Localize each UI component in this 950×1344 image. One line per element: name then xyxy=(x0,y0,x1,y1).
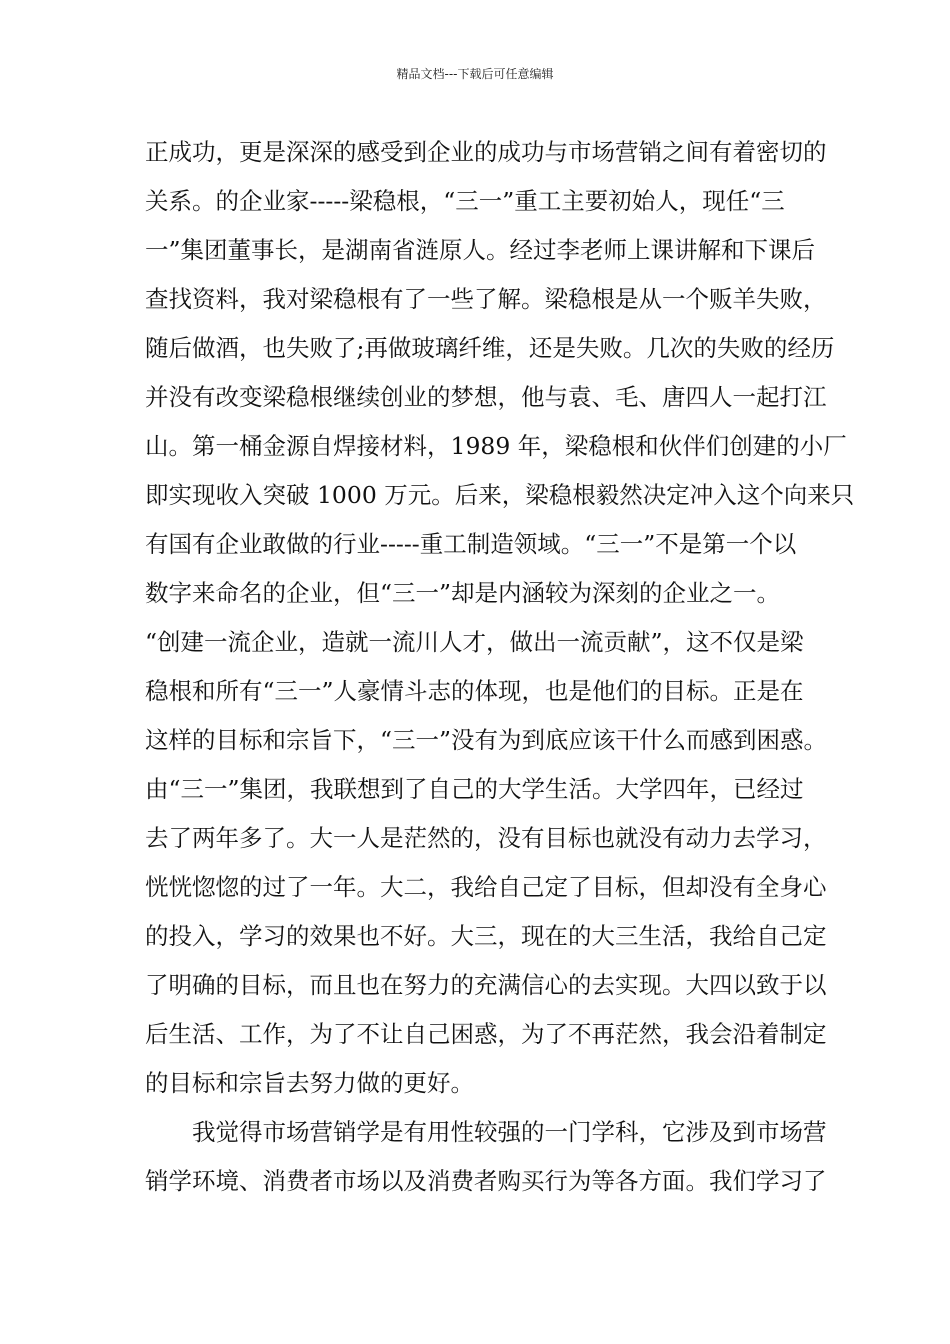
text-line: 去了两年多了。大一人是茫然的，没有目标也就没有动力去学习， xyxy=(145,824,827,852)
text-line: “创建一流企业，造就一流川人才，做出一流贡献”，这不仅是梁 xyxy=(145,628,804,656)
text-line: 销学环境、消费者市场以及消费者购买行为等各方面。我们学习了 xyxy=(145,1167,827,1195)
text-line: 的目标和宗旨去努力做的更好。 xyxy=(145,1069,474,1097)
paragraph-start-line: 我觉得市场营销学是有用性较强的一门学科，它涉及到市场营 xyxy=(192,1118,827,1146)
text-line: 正成功，更是深深的感受到企业的成功与市场营销之间有着密切的 xyxy=(145,138,827,166)
text-line: 稳根和所有“三一”人豪情斗志的体现，也是他们的目标。正是在 xyxy=(145,677,804,705)
text-line: 随后做酒，也失败了;再做玻璃纤维，还是失败。几次的失败的经历 xyxy=(145,334,835,362)
text-line: 查找资料，我对梁稳根有了一些了解。梁稳根是从一个贩羊失败， xyxy=(145,285,827,313)
text-line: 一”集团董事长，是湖南省涟原人。经过李老师上课讲解和下课后 xyxy=(145,236,816,264)
text-line: 并没有改变梁稳根继续创业的梦想，他与袁、毛、唐四人一起打江 xyxy=(145,383,827,411)
page-header: 精品文档---下载后可任意编辑 xyxy=(396,67,554,81)
text-line: 恍恍惚惚的过了一年。大二，我给自己定了目标，但却没有全身心 xyxy=(145,873,827,901)
text-line: 后生活、工作，为了不让自己困惑，为了不再茫然，我会沿着制定 xyxy=(145,1020,827,1048)
text-line: 关系。的企业家-----梁稳根，“三一”重工主要初始人，现任“三 xyxy=(145,187,785,215)
document-body xyxy=(145,128,855,1206)
text-line: 山。第一桶金源自焊接材料，1989 年，梁稳根和伙伴们创建的小厂 xyxy=(145,432,847,460)
text-line: 有国有企业敢做的行业-----重工制造领域。“三一”不是第一个以 xyxy=(145,530,797,558)
text-line: 了明确的目标，而且也在努力的充满信心的去实现。大四以致于以 xyxy=(145,971,827,999)
text-line: 由“三一”集团，我联想到了自己的大学生活。大学四年，已经过 xyxy=(145,775,804,803)
text-line: 这样的目标和宗旨下，“三一”没有为到底应该干什么而感到困惑。 xyxy=(145,726,828,754)
text-line: 数字来命名的企业，但“三一”却是内涵较为深刻的企业之一。 xyxy=(145,579,781,607)
text-line: 即实现收入突破 1000 万元。后来，梁稳根毅然决定冲入这个向来只 xyxy=(145,481,855,509)
text-line: 的投入，学习的效果也不好。大三，现在的大三生活，我给自己定 xyxy=(145,922,827,950)
